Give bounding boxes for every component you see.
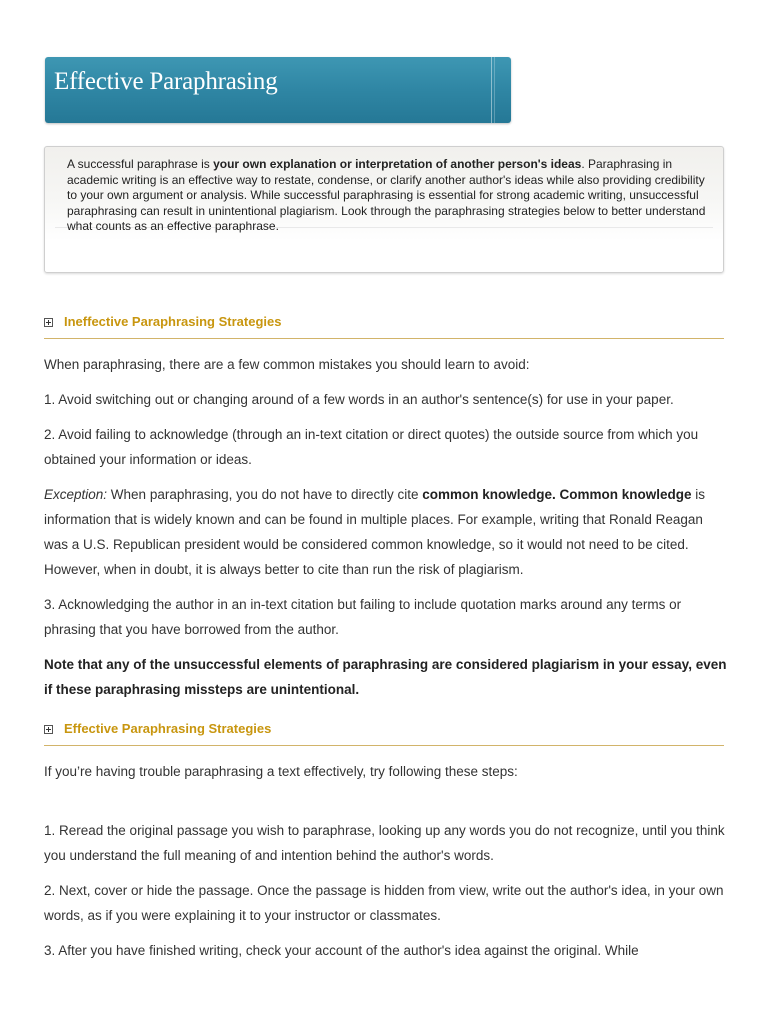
exception-text-rest: is information that is widely known and can be found in multiple places. For example, writing that Ronald Reagan was a U.S. Republican president would be considered common knowledge, so it would not need to be cited. However, when in doubt, it is always better to cite than run the risk of plagiarism. (44, 487, 706, 577)
exception-paragraph (44, 482, 728, 582)
plagiarism-note: Note that any of the unsuccessful elements of paraphrasing are considered plagiarism in your essay, even if these paraphrasing missteps are unintentional. (44, 657, 727, 697)
effective-step-1: 1. Reread the original passage you wish to paraphrase, looking up any words you do not recognize, until you think you understand the full meaning of and intention behind the author's words. (44, 823, 725, 863)
intro-box (44, 146, 724, 273)
ineffective-item-3: 3. Acknowledging the author in an in-text citation but failing to include quotation marks around any terms or phrasing that you have borrowed from the author. (44, 597, 682, 637)
exception-label: Exception: (44, 487, 108, 502)
exception-text: When paraphrasing, you do not have to directly cite (107, 487, 423, 502)
intro-text-rest: . Paraphrasing in academic writing is an effective way to restate, condense, or clarify another author's ideas while also providing credibility to your own argument or analysis. While successful paraphrasing is essential for strong academic writing, unsuccessful paraphrasing can result in unintentional plagiarism. Look through the paraphrasing strategies below to better understand what counts as an effective paraphrase. (67, 157, 706, 233)
effective-step-3: 3. After you have finished writing, check your account of the author's idea against the original. While (44, 943, 639, 958)
intro-definition: your own explanation or interpretation of another person's ideas (213, 157, 582, 171)
section-ineffective-header[interactable] (44, 314, 724, 339)
expand-plus-icon[interactable] (44, 725, 53, 734)
page-title: Effective Paraphrasing (54, 68, 278, 95)
ineffective-item-1: 1. Avoid switching out or changing around of a few words in an author's sentence(s) for use in your paper. (44, 392, 674, 407)
section-effective-header[interactable] (44, 721, 724, 746)
intro-text (67, 157, 709, 235)
banner-divider (494, 57, 495, 123)
intro-text-start: A successful paraphrase is (67, 157, 214, 171)
effective-lead: If you’re having trouble paraphrasing a text effectively, try following these steps: (44, 764, 518, 779)
ineffective-lead: When paraphrasing, there are a few common mistakes you should learn to avoid: (44, 357, 530, 372)
section-effective-title[interactable]: Effective Paraphrasing Strategies (64, 721, 272, 736)
banner-divider (491, 57, 492, 123)
effective-step-2: 2. Next, cover or hide the passage. Once the passage is hidden from view, write out the author's idea, in your own words, as if you were explaining it to your instructor or classmates. (44, 883, 724, 923)
section-ineffective-title[interactable]: Ineffective Paraphrasing Strategies (64, 314, 282, 329)
expand-plus-icon[interactable] (44, 318, 53, 327)
common-knowledge-term: common knowledge. Common knowledge (422, 487, 692, 502)
ineffective-item-2: 2. Avoid failing to acknowledge (through an in-text citation or direct quotes) the outside source from which you obtained your information or ideas. (44, 427, 699, 467)
title-banner (45, 57, 511, 123)
